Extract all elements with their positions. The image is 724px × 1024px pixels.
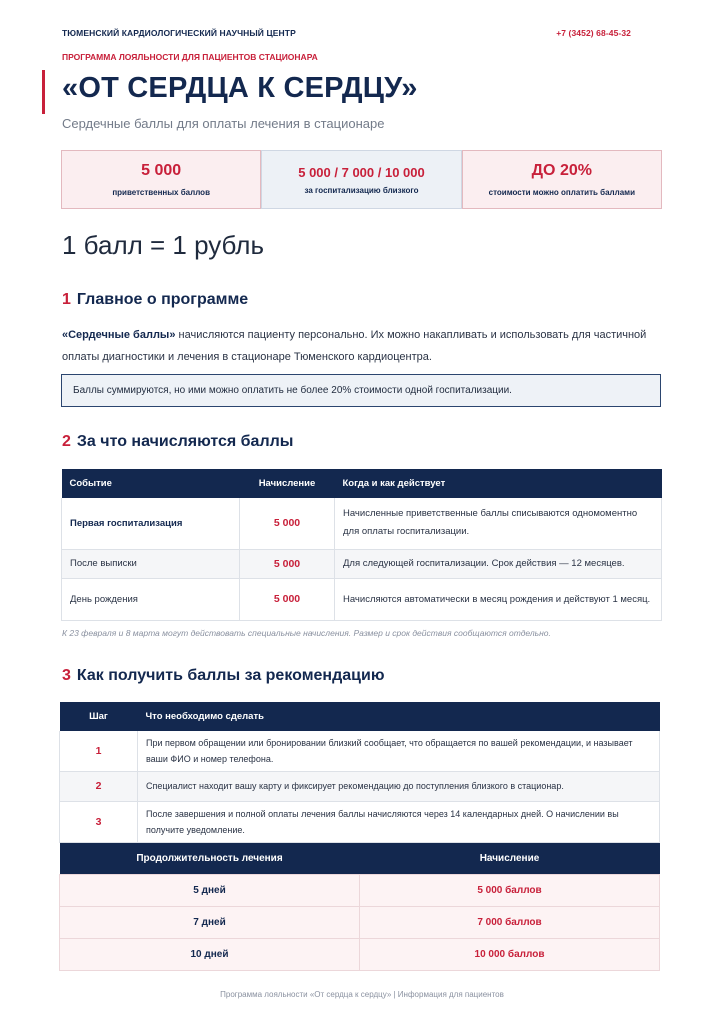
title-accent-bar [42,70,45,114]
program-description-text: начисляются пациенту персонально. Их можно накапливать и использовать для частичной оплаты диагностики и лечения в стационаре Тюменского кардиоцентра. [62,329,647,363]
duration-cell: 7 дней [60,907,360,939]
table-row [60,907,660,939]
amount-cell: 5 000 [240,498,335,549]
duration-cell: 10 дней [60,939,360,971]
column-header: Шаг [60,702,138,731]
section-title: Как получить баллы за рекомендацию [76,667,385,684]
section-number: 1 [62,291,71,308]
stat-referral [261,150,461,209]
column-header: Что необходимо сделать [138,702,660,731]
organization-name: ТЮМЕНСКИЙ КАРДИОЛОГИЧЕСКИЙ НАУЧНЫЙ ЦЕНТР [62,28,296,38]
section-number: 2 [62,433,71,450]
table-row [60,771,660,801]
stats-row [61,150,662,209]
column-header: Событие [62,469,240,498]
amount-cell: 5 000 [240,549,335,578]
description-cell: Для следующей госпитализации. Срок действия — 12 месяцев. [335,549,662,578]
section-2-heading [62,433,293,451]
table-row [62,498,662,549]
program-name-bold: «Сердечные баллы» [62,329,176,341]
section-title: За что начисляются баллы [76,433,294,450]
referral-steps-table [59,702,660,843]
top-bar [62,26,631,40]
section-1-heading [62,291,248,309]
footnote: К 23 февраля и 8 марта могут действовать специальные начисления. Размер и срок действия сообщаются отдельно. [62,628,551,638]
stat-caption: приветственных баллов [112,188,210,197]
program-description [62,324,662,368]
step-number: 1 [60,731,138,771]
section-3-heading [62,667,384,685]
points-cell: 5 000 баллов [360,875,660,907]
section-number: 3 [62,667,71,684]
event-cell: День рождения [62,578,240,620]
duration-cell: 5 дней [60,875,360,907]
page-subtitle: Сердечные баллы для оплаты лечения в стационаре [62,116,385,131]
step-number: 3 [60,801,138,842]
stat-caption: за госпитализацию близкого [304,185,419,195]
program-label: ПРОГРАММА ЛОЯЛЬНОСТИ ДЛЯ ПАЦИЕНТОВ СТАЦИОНАРА [62,52,318,62]
limit-note: Баллы суммируются, но ими можно оплатить не более 20% стоимости одной госпитализации. [61,374,661,407]
table-row [60,875,660,907]
step-text: Специалист находит вашу карту и фиксирует рекомендацию до поступления близкого в стационар. [138,771,660,801]
page-title: «ОТ СЕРДЦА К СЕРДЦУ» [62,72,418,104]
stat-value: 5 000 / 7 000 / 10 000 [298,164,425,180]
phone-number: +7 (3452) 68-45-32 [556,28,631,38]
column-header: Когда и как действует [335,469,662,498]
description-cell: Начисляются автоматически в месяц рождения и действуют 1 месяц. [335,578,662,620]
points-cell: 10 000 баллов [360,939,660,971]
step-number: 2 [60,771,138,801]
table-row [60,939,660,971]
event-cell: После выписки [62,549,240,578]
column-header: Продолжительность лечения [60,843,360,875]
points-cell: 7 000 баллов [360,907,660,939]
description-cell: Начисленные приветственные баллы списываются одномоментно для оплаты госпитализации. [335,498,662,549]
amount-cell: 5 000 [240,578,335,620]
table-row [60,731,660,771]
stat-value: 5 000 [141,162,182,179]
stat-welcome [61,150,261,209]
stat-value: ДО 20% [531,162,592,179]
table-row [62,549,662,578]
table-row [62,578,662,620]
accrual-table [61,469,662,621]
duration-table [59,843,660,971]
stat-caption: стоимости можно оплатить баллами [488,188,635,197]
event-cell: Первая госпитализация [62,498,240,549]
column-header: Начисление [360,843,660,875]
table-row [60,801,660,842]
stat-limit [462,150,662,209]
exchange-rate: 1 балл = 1 рубль [62,230,264,260]
section-title: Главное о программе [76,291,249,308]
step-text: При первом обращении или бронировании близкий сообщает, что обращается по вашей рекомендации, и называет ваши ФИО и номер телефона. [138,731,660,771]
column-header: Начисление [240,469,335,498]
page-footer: Программа лояльности «От сердца к сердцу» | Информация для пациентов [220,990,504,999]
step-text: После завершения и полной оплаты лечения баллы начисляются через 14 календарных дней. О начислении вы получите уведомление. [138,801,660,842]
